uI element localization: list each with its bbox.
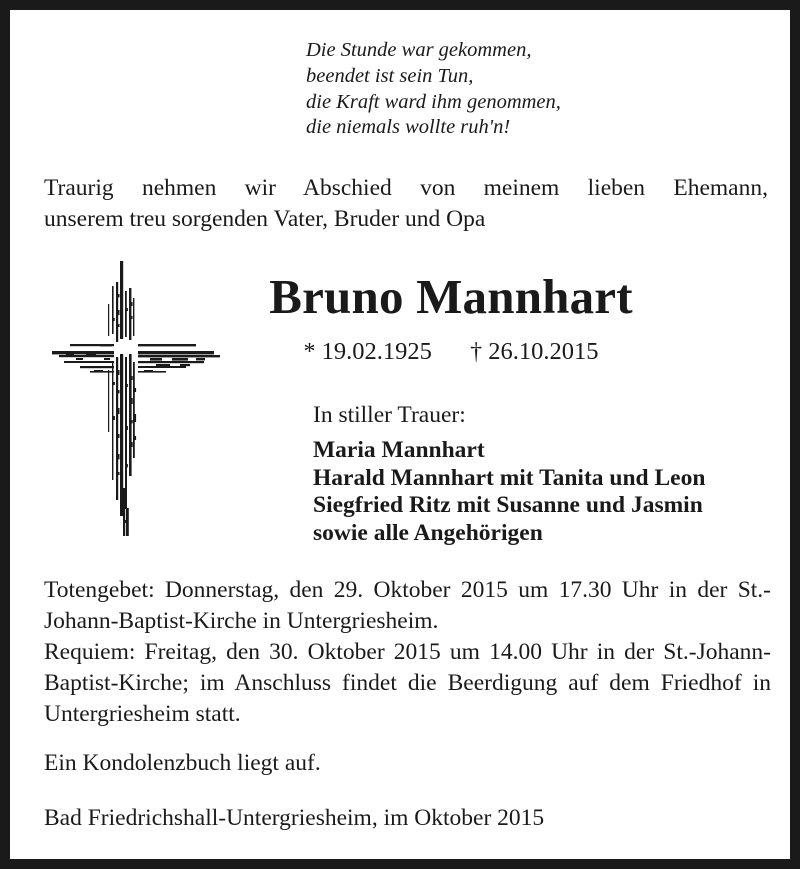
mourners-heading: In stiller Trauer: <box>313 402 466 428</box>
death-symbol: † <box>470 339 483 365</box>
deceased-name-text: Bruno Mannhart <box>269 269 633 324</box>
mourner-4: sowie alle Angehörigen <box>313 519 543 546</box>
opening-verse <box>306 38 561 141</box>
birth-symbol: * <box>303 339 316 365</box>
deceased-name <box>10 268 800 325</box>
service-details <box>44 575 771 730</box>
intro-line-2: unserem treu sorgenden Vater, Bruder und Opa <box>44 206 486 232</box>
life-dates <box>10 338 800 366</box>
place-and-date: Bad Friedrichshall-Untergriesheim, im Oktober 2015 <box>44 805 545 831</box>
verse-line-2: beendet ist sein Tun, <box>306 64 474 87</box>
mourners-names <box>313 437 705 547</box>
verse-line-3: die Kraft ward ihm genommen, <box>306 90 561 113</box>
mourner-3: Siegfried Ritz mit Susanne und Jasmin <box>313 492 703 518</box>
requiem-service-text: Requiem: Freitag, den 30. Oktober 2015 um 14.00 Uhr in der St.-Johann-Baptist-Kirche; im Anschluss findet die Beerdigung auf dem Friedhof in Untergriesheim statt. <box>44 639 771 727</box>
prayer-service-text: Totengebet: Donnerstag, den 29. Oktober 2015 um 17.30 Uhr in der St.-Johann-Baptist-Kirche in Untergriesheim. <box>44 577 771 634</box>
birth-date: 19.02.1925 <box>321 338 432 365</box>
verse-line-1: Die Stunde war gekommen, <box>306 39 532 61</box>
mourner-2: Harald Mannhart mit Tanita und Leon <box>313 464 706 491</box>
verse-line-4: die niemals wollte ruh'n! <box>306 116 511 139</box>
life-dates-inner <box>304 338 599 365</box>
mourner-1: Maria Mannhart <box>313 437 485 463</box>
condolence-note: Ein Kondolenzbuch liegt auf. <box>44 750 321 776</box>
notice-inner <box>10 10 790 859</box>
death-date: 26.10.2015 <box>488 338 599 365</box>
intro-paragraph <box>44 173 768 235</box>
intro-line-1: Traurig nehmen wir Abschied von meinem lieben Ehemann, <box>44 175 768 201</box>
mourners-block <box>313 400 705 547</box>
